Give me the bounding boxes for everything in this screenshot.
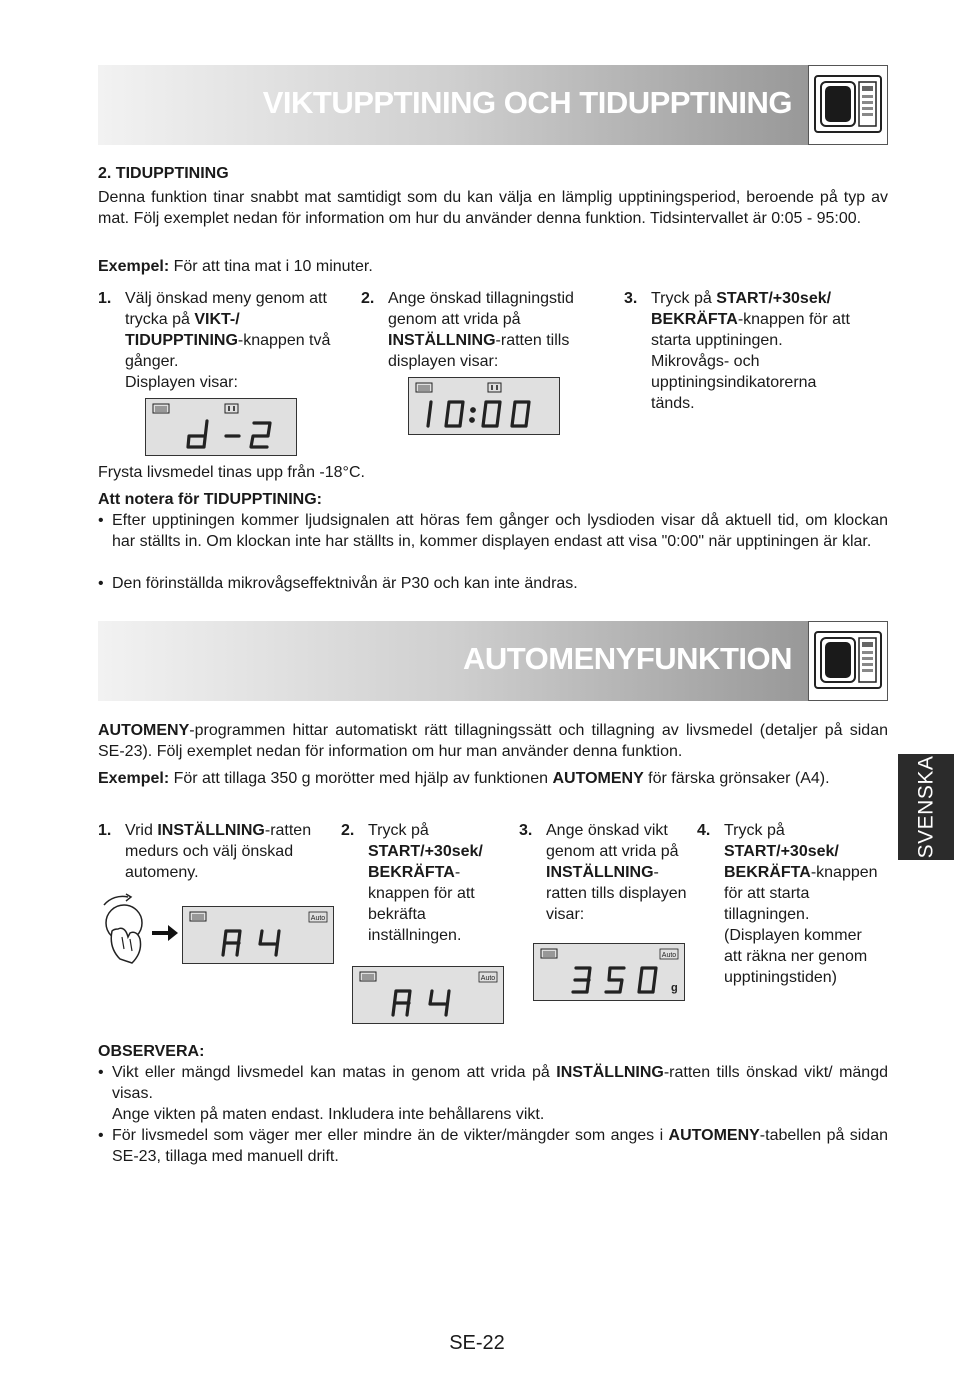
observe-heading: OBSERVERA: bbox=[98, 1043, 205, 1060]
frozen-note: Frysta livsmedel tinas upp från -18°C. bbox=[98, 464, 365, 481]
svg-text:Auto: Auto bbox=[480, 975, 496, 982]
section-title: AUTOMENYFUNKTION bbox=[463, 641, 792, 676]
auto-indicator-icon bbox=[660, 949, 678, 959]
notes-heading: Att notera för TIDUPPTINING: bbox=[98, 491, 322, 508]
display-a-4 bbox=[352, 966, 504, 1024]
auto-indicator-icon bbox=[479, 972, 497, 982]
page-number: SE-22 bbox=[449, 1332, 505, 1354]
observe-bullet: • Vikt eller mängd livsmedel kan matas in genom att vrida på INSTÄLLNING-ratten tills önskad vikt/ mängd visas. Ange vikten på maten endast. Inkludera inte behållarens vikt. bbox=[98, 1064, 888, 1123]
language-tab: SVENSKA bbox=[898, 754, 954, 860]
section-title: VIKTUPPTINING OCH TIDUPPTINING bbox=[262, 85, 792, 120]
hand-turning-dial-icon bbox=[98, 893, 180, 969]
defrost-indicator-icon bbox=[225, 404, 238, 413]
microwave-indicator-icon bbox=[416, 383, 432, 392]
intro-paragraph: Denna funktion tinar snabbt mat samtidigt som du kan välja en lämplig upptiningsperiod, beroende på typ av mat. Följ exemplet nedan för information om hur du använder denna funktion. Tidsintervallet är 0:05 - 95:00. bbox=[98, 189, 888, 227]
section-banner-viktupptining bbox=[98, 65, 888, 145]
display-10-00 bbox=[408, 377, 560, 435]
observe-bullet: • För livsmedel som väger mer eller mindre än de vikter/mängder som anges i AUTOMENY-tabellen på sidan SE-23, tillaga med manuell drift. bbox=[98, 1127, 889, 1165]
svg-text:Auto: Auto bbox=[310, 915, 326, 922]
section-banner-automeny bbox=[98, 621, 888, 701]
microwave-icon bbox=[808, 65, 888, 145]
sub-heading: 2. TIDUPPTINING bbox=[98, 165, 229, 182]
note-bullet: • Den förinställda mikrovågseffektnivån är P30 och kan inte ändras. bbox=[98, 575, 578, 592]
auto-indicator-icon bbox=[309, 912, 327, 922]
microwave-indicator-icon bbox=[190, 912, 206, 921]
microwave-icon bbox=[808, 621, 888, 701]
svg-text:Auto: Auto bbox=[661, 952, 677, 959]
display-a-4 bbox=[182, 906, 334, 964]
microwave-indicator-icon bbox=[360, 972, 376, 981]
display-d-2 bbox=[145, 398, 297, 456]
display-350-g bbox=[533, 943, 685, 1001]
defrost-indicator-icon bbox=[488, 383, 501, 392]
weight-unit: g bbox=[671, 982, 678, 994]
microwave-indicator-icon bbox=[541, 949, 557, 958]
automeny-intro: AUTOMENY-programmen hittar automatiskt rätt tillagningssätt och tillagning av livsmedel (detaljer på sidan SE-23). Följ exemplet nedan för information om hur man använder denna funktion. bbox=[98, 722, 888, 760]
microwave-indicator-icon bbox=[153, 404, 169, 413]
note-bullet: • Efter upptiningen kommer ljudsignalen att höras fem gånger och lysdioden visar då aktuell tid, om klockan har ställts in. Om klockan inte har ställts in, kommer displayen endast att visa "0:00" när upptiningen är klar. bbox=[98, 512, 888, 550]
automeny-example: Exempel: För att tillaga 350 g morötter med hjälp av funktionen AUTOMENY för färska grönsaker (A4). bbox=[98, 770, 830, 787]
example-line: Exempel: För att tina mat i 10 minuter. bbox=[98, 258, 373, 275]
